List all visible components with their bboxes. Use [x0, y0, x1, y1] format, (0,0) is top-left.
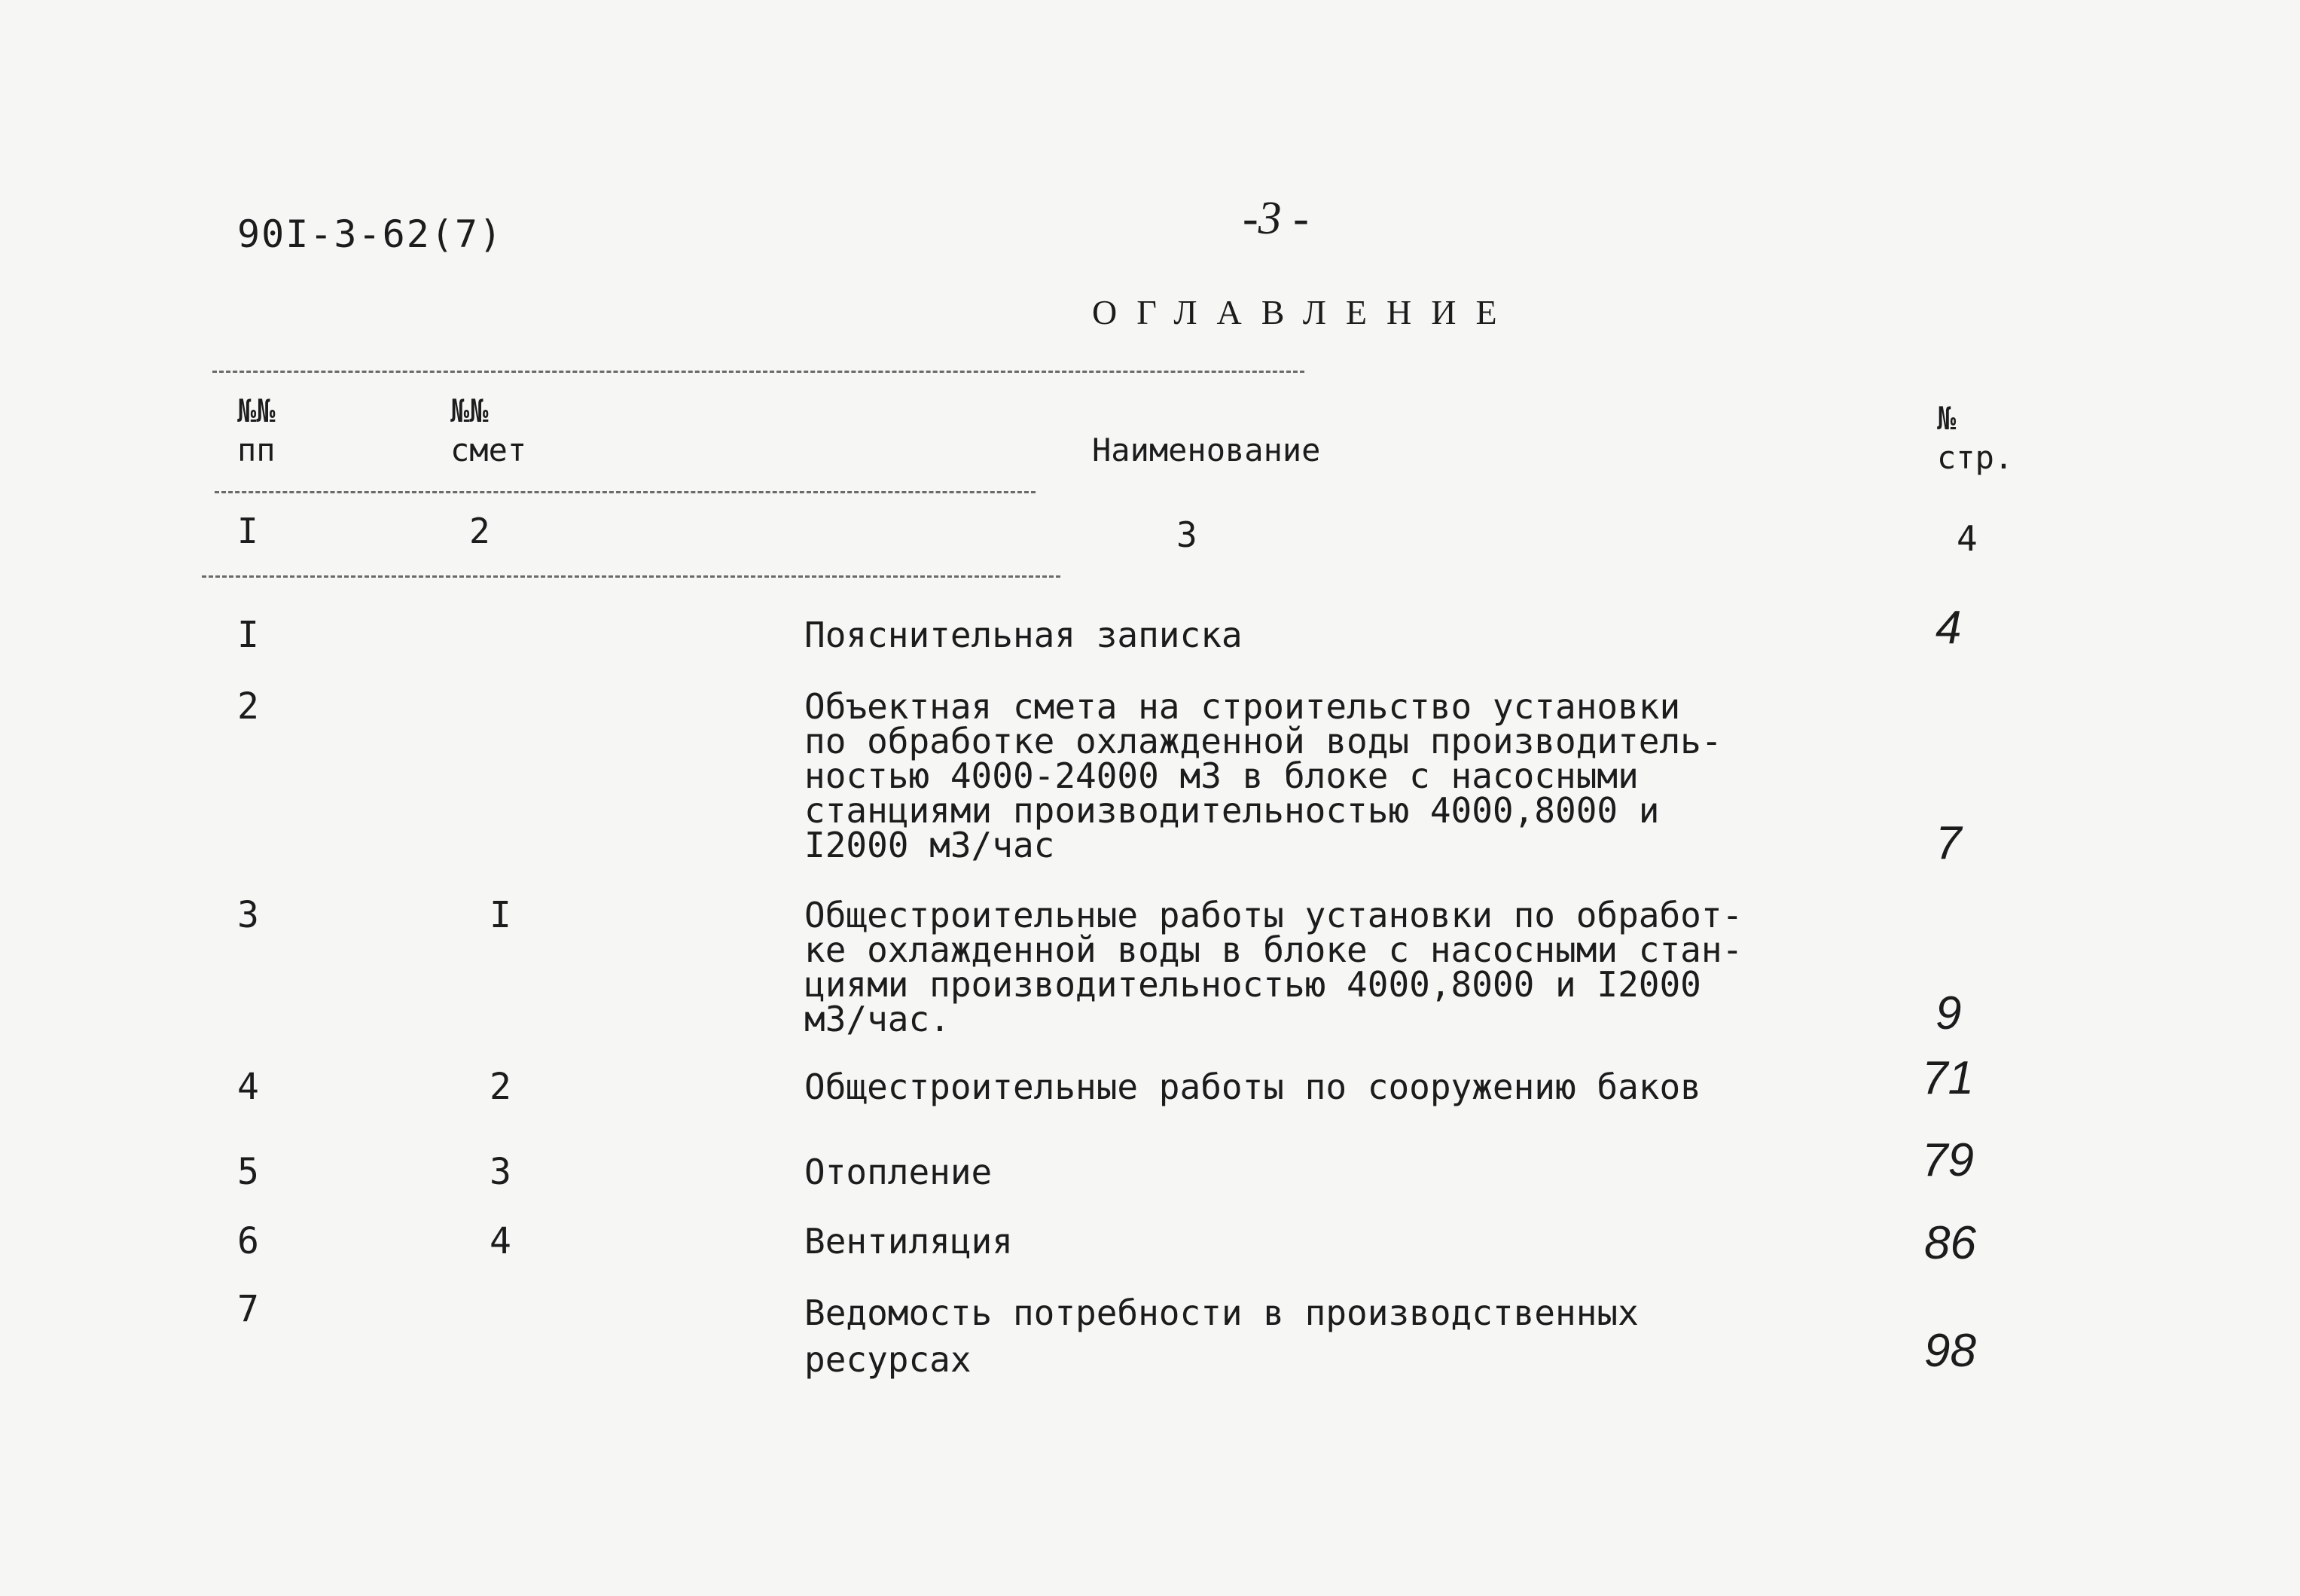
row-2-name: Объектная смета на строительство установки по обработке охлажденной воды производитель- ностью 4000-24000 м3 в блоке с насосными станциями производительностью 4000,8000 и I2000 м3/час — [804, 686, 1722, 865]
row-7-num: 7 — [237, 1288, 259, 1330]
row-7-name: Ведомость потребности в производственных ресурсах — [804, 1292, 1639, 1380]
row-4-name: Общестроительные работы по сооружению баков — [804, 1067, 1701, 1107]
page-number: -3 - — [1243, 193, 1309, 244]
row-1-page: 4 — [1935, 602, 1962, 654]
row-1-name: Пояснительная записка — [804, 615, 1243, 655]
row-2-page: 7 — [1935, 817, 1962, 869]
header-top-rule — [212, 371, 1304, 373]
row-4-estimate: 2 — [490, 1066, 511, 1108]
row-3-page: 9 — [1935, 987, 1962, 1039]
header-bottom-rule — [215, 491, 1036, 493]
row-6-num: 6 — [237, 1220, 259, 1262]
row-3-num: 3 — [237, 894, 259, 936]
row-7-page: 98 — [1924, 1325, 1976, 1377]
column-numbers-rule — [202, 575, 1060, 578]
row-4-page: 71 — [1922, 1052, 1974, 1104]
column-number-4: 4 — [1957, 518, 1978, 559]
row-6-estimate: 4 — [490, 1220, 511, 1262]
row-1-num: I — [237, 614, 259, 656]
toc-title: ОГЛАВЛЕНИЕ — [1092, 293, 1517, 331]
column-header-estimate: №№ смет — [450, 392, 527, 468]
column-number-2: 2 — [469, 511, 490, 551]
row-5-estimate: 3 — [490, 1151, 511, 1193]
row-3-name: Общестроительные работы установки по обработ- ке охлажденной воды в блоке с насосными стан- циями производительностью 4000,8000 и I2000 м3/час. — [804, 895, 1743, 1039]
row-3-estimate: I — [490, 894, 511, 936]
row-5-num: 5 — [237, 1151, 259, 1193]
column-header-name: Наименование — [1092, 432, 1321, 468]
column-number-1: I — [237, 511, 258, 551]
row-4-num: 4 — [237, 1066, 259, 1108]
row-5-page: 79 — [1922, 1134, 1974, 1186]
row-2-num: 2 — [237, 685, 259, 728]
column-header-num: №№ пп — [237, 392, 276, 468]
row-6-name: Вентиляция — [804, 1221, 1013, 1262]
column-header-page: № стр. — [1937, 400, 2014, 476]
row-5-name: Отопление — [804, 1152, 993, 1192]
row-6-page: 86 — [1924, 1217, 1976, 1269]
column-number-3: 3 — [1176, 514, 1197, 555]
document-code: 90I-3-62(7) — [237, 212, 504, 256]
